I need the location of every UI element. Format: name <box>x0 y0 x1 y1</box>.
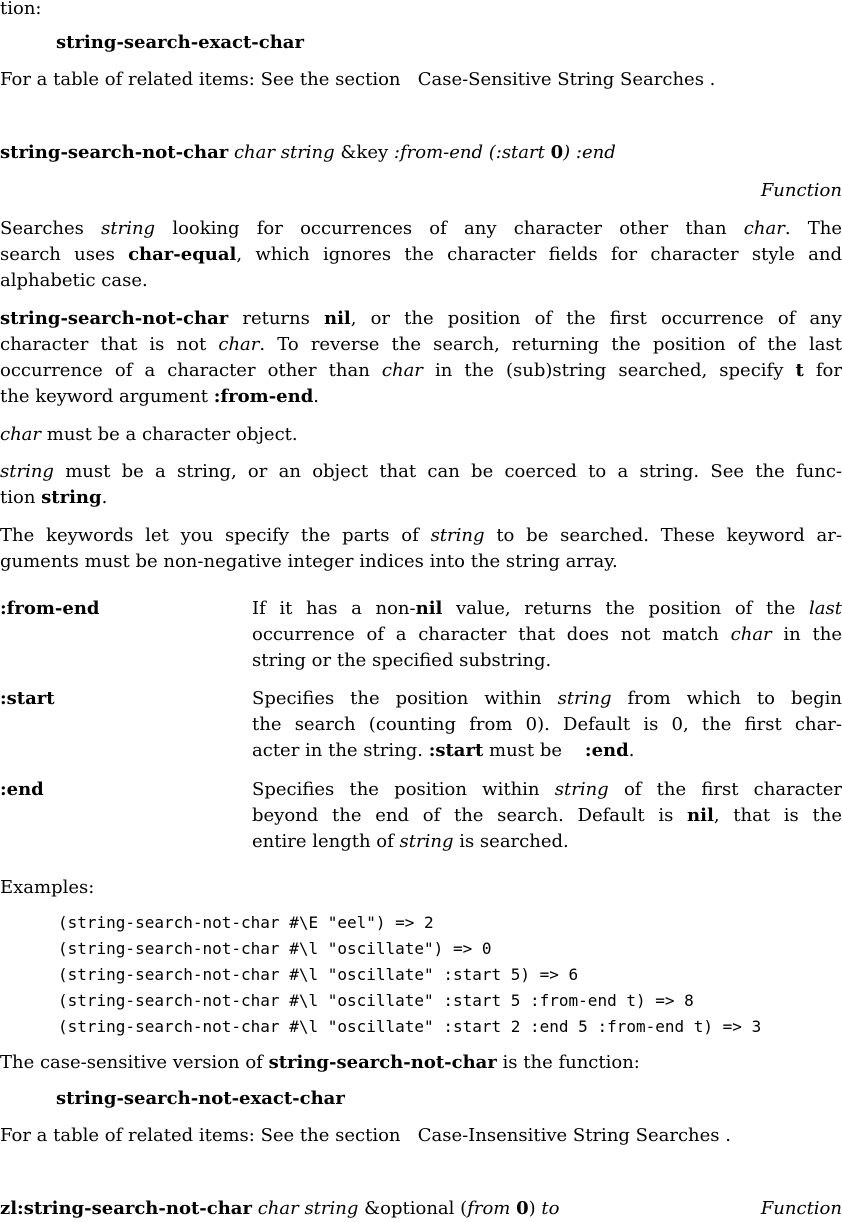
function-signature-1: string-search-not-char char string &key :from-end (:start 0) :end <box>0 142 616 163</box>
paragraph-1-line-1: Searches string looking for occurrences of any character other than char. The <box>0 218 842 239</box>
examples-label: Examples: <box>0 877 95 898</box>
paragraph-3: char must be a character object. <box>0 424 298 445</box>
paragraph-5-line-1: The keywords let you specify the parts of string to be searched. These keyword ar- <box>0 525 842 546</box>
see-section-link-2[interactable]: Case-Insensitive String Searches <box>417 1125 720 1146</box>
keyword-desc-start-line-1: Specifies the position within string from which to begin <box>252 688 842 709</box>
see-also-line-2: For a table of related items: See the section Case-Insensitive String Searches . <box>0 1125 732 1146</box>
see-section-link-1[interactable]: Case-Sensitive String Searches <box>417 69 704 90</box>
function-kind-2: Function <box>760 1198 842 1219</box>
keyword-desc-start-line-2: the search (counting from 0). Default is 0, the first char- <box>252 714 842 735</box>
code-example-line: (string-search-not-char #\E "eel") => 2 <box>58 913 434 932</box>
keyword-desc-from-end-line-1: If it has a non-nil value, returns the position of the last <box>252 598 842 619</box>
case-sensitive-note: The case-sensitive version of string-search-not-char is the function: <box>0 1052 640 1073</box>
paragraph-2-line-4: the keyword argument :from-end. <box>0 386 320 407</box>
code-example-line: (string-search-not-char #\l "oscillate" :start 5 :from-end t) => 8 <box>58 991 694 1010</box>
keyword-term-end: :end <box>0 779 44 800</box>
function-signature-2: zl:string-search-not-char char string &optional (from 0) to <box>0 1198 560 1219</box>
not-exact-char-function-name: string-search-not-exact-char <box>56 1088 345 1109</box>
keyword-term-start: :start <box>0 688 55 709</box>
paragraph-2-line-3: occurrence of a character other than char in the (sub)string searched, specify t for <box>0 360 842 381</box>
keyword-desc-from-end-line-2: occurrence of a character that does not match char in the <box>252 624 842 645</box>
paragraph-1-line-3: alphabetic case. <box>0 270 148 291</box>
continued-text: tion: <box>0 0 42 19</box>
keyword-desc-start-line-3: acter in the string. :start must be :end. <box>252 740 635 761</box>
keyword-desc-end-line-2: beyond the end of the search. Default is nil, that is the <box>252 805 842 826</box>
code-example-line: (string-search-not-char #\l "oscillate" :start 2 :end 5 :from-end t) => 3 <box>58 1017 762 1036</box>
keyword-desc-end-line-1: Specifies the position within string of the first character <box>252 779 842 800</box>
keyword-term-from-end: :from-end <box>0 598 100 619</box>
paragraph-2-line-2: character that is not char. To reverse the search, returning the position of the last <box>0 334 842 355</box>
see-also-line-1: For a table of related items: See the section Case-Sensitive String Searches . <box>0 69 716 90</box>
keyword-desc-from-end-line-3: string or the specified substring. <box>252 650 552 671</box>
keyword-desc-end-line-3: entire length of string is searched. <box>252 831 569 852</box>
paragraph-2-line-1: string-search-not-char returns nil, or the position of the first occurrence of any <box>0 308 842 329</box>
paragraph-4-line-1: string must be a string, or an object that can be coerced to a string. See the func- <box>0 461 842 482</box>
paragraph-4-line-2: tion string. <box>0 487 108 508</box>
code-example-line: (string-search-not-char #\l "oscillate") => 0 <box>58 939 492 958</box>
code-example-line: (string-search-not-char #\l "oscillate" :start 5) => 6 <box>58 965 579 984</box>
paragraph-5-line-2: guments must be non-negative integer indices into the string array. <box>0 551 618 572</box>
exact-char-function-name: string-search-exact-char <box>56 32 304 53</box>
paragraph-1-line-2: search uses char-equal, which ignores the character fields for character style and <box>0 244 842 265</box>
function-kind-1: Function <box>760 180 842 201</box>
